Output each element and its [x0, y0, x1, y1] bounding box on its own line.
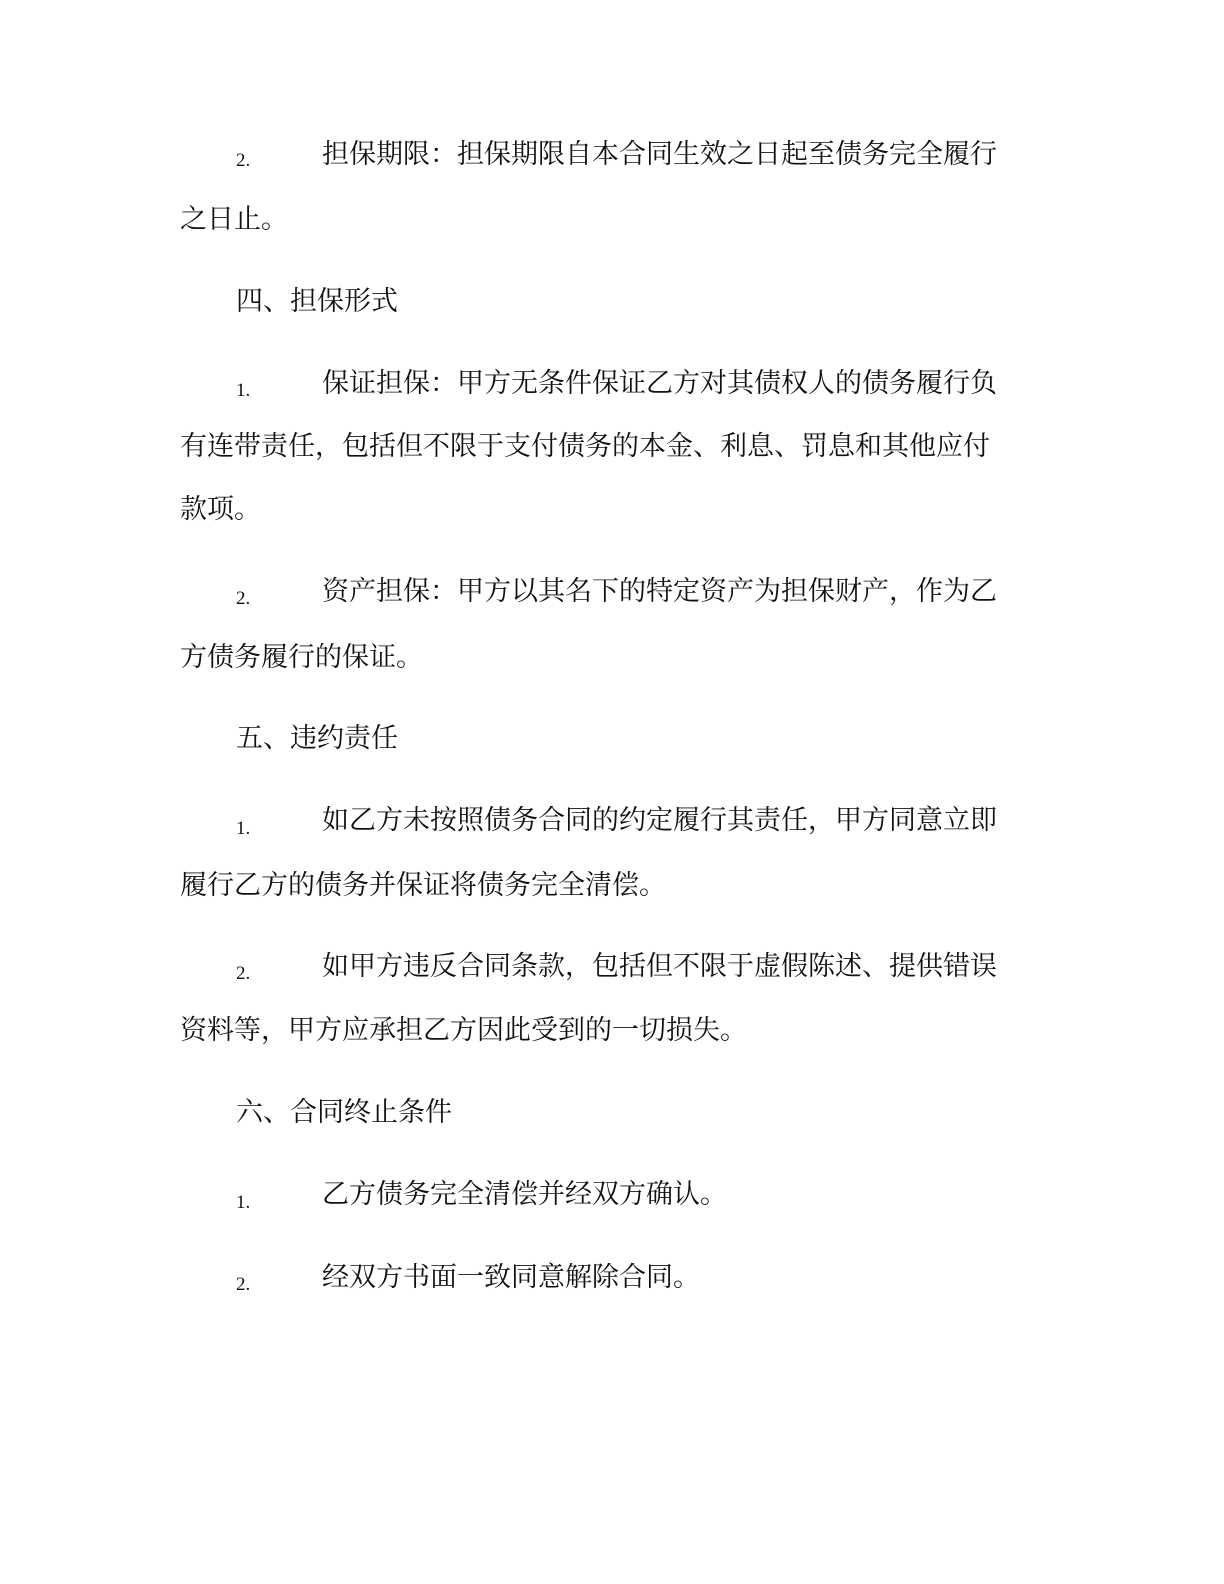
item-text-line: 如乙方未按照债务合同的约定履行其责任，甲方同意立即: [322, 805, 997, 836]
item-text-line: 之日止。: [180, 204, 288, 235]
section-heading: 四、担保形式: [236, 286, 398, 317]
section-heading: 六、合同终止条件: [236, 1097, 452, 1128]
item-text-line: 担保期限：担保期限自本合同生效之日起至债务完全履行: [322, 139, 997, 170]
item-number: 1.: [236, 1192, 251, 1213]
item-number: 1.: [236, 818, 251, 839]
item-text-line: 方债务履行的保证。: [180, 642, 423, 673]
item-text-line: 保证担保：甲方无条件保证乙方对其债权人的债务履行负: [322, 368, 997, 399]
item-number: 2.: [236, 1274, 251, 1295]
item-text-line: 款项。: [180, 494, 261, 525]
item-number: 2.: [236, 150, 251, 171]
item-text-line: 乙方债务完全清偿并经双方确认。: [322, 1179, 727, 1210]
item-text-line: 履行乙方的债务并保证将债务完全清偿。: [180, 870, 666, 901]
item-text-line: 有连带责任，包括但不限于支付债务的本金、利息、罚息和其他应付: [180, 431, 990, 462]
item-number: 2.: [236, 588, 251, 609]
item-text-line: 如甲方违反合同条款，包括但不限于虚假陈述、提供错误: [322, 951, 997, 982]
item-text-line: 资料等，甲方应承担乙方因此受到的一切损失。: [180, 1015, 747, 1046]
section-heading: 五、违约责任: [236, 723, 398, 754]
item-text-line: 资产担保：甲方以其名下的特定资产为担保财产，作为乙: [322, 576, 997, 607]
item-number: 2.: [236, 963, 251, 984]
item-text-line: 经双方书面一致同意解除合同。: [322, 1262, 700, 1293]
item-number: 1.: [236, 380, 251, 401]
